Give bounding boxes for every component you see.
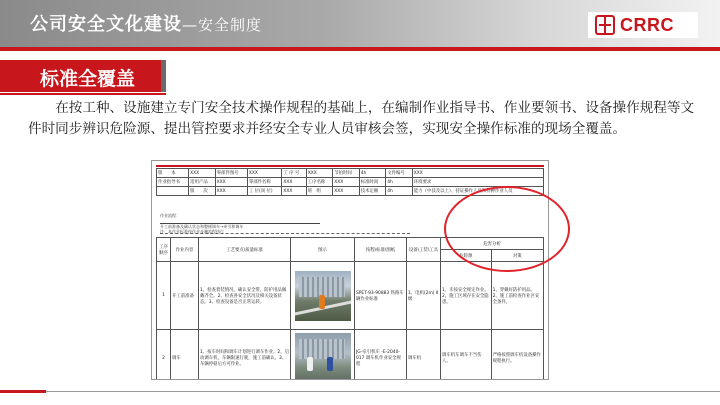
title-banner — [0, 0, 720, 47]
info-cell: 工 序 号 — [282, 169, 306, 178]
info-cell: 文件编号 — [386, 169, 413, 178]
step-standard: JG-牵引机车 -E-2040-017 调车机作业安全规程 — [355, 330, 407, 381]
info-cell: 4h — [386, 178, 413, 187]
col-header: 危险源 — [441, 250, 492, 262]
info-cell: 作业指导书 — [157, 178, 189, 187]
step-measure: 1、穿戴好防护用品。2、施工前检查作业区安全条件。 — [491, 262, 543, 330]
step-no: 2 — [157, 330, 171, 381]
step-points: 1、检查着装情况、确认安全带、防护用品佩戴齐全。2、检查各安全状况及相关设备状态。3、检查设备是否正常运转。 — [199, 262, 291, 330]
personnel-note: 能力（中技及以上）、持证操作人员和特种作业人员 — [412, 187, 543, 196]
table-row — [157, 330, 544, 381]
section-heading-underline — [0, 93, 166, 95]
info-cell: XXX — [282, 178, 306, 187]
crrc-mark-icon — [595, 15, 615, 35]
col-header: 图示 — [291, 238, 355, 262]
col-header: 作业内容 — [171, 238, 199, 262]
workshop-photo — [295, 271, 351, 321]
shunting-photo — [295, 333, 351, 380]
info-cell: 版 次 — [189, 187, 216, 196]
info-cell: XXX — [215, 178, 247, 187]
info-cell: 零部件图号 — [215, 169, 247, 178]
info-cell — [157, 187, 189, 196]
info-cell: XXX — [333, 178, 360, 187]
info-cell: 版 本 — [157, 169, 189, 178]
section-heading: 标准全覆盖 — [40, 68, 136, 90]
logo-text: CRRC — [620, 15, 674, 35]
step-hazard: 1、未按安全规定作业。2、施工区域存在安全隐患。 — [441, 262, 492, 330]
info-cell: 环境要求 — [412, 178, 543, 187]
banner-stripe — [0, 47, 720, 51]
col-header: 按程\标准\图纸 — [355, 238, 407, 262]
info-row — [157, 178, 544, 187]
col-header: 工艺要点\质量标准 — [199, 238, 291, 262]
info-cell: XXX — [412, 169, 543, 178]
footer-line — [46, 391, 720, 392]
step-measure: 严格按照调车机设备操作规程执行。 — [491, 330, 543, 381]
step-content: 开工前准备 — [171, 262, 199, 330]
info-cell: XXX — [333, 187, 360, 196]
step-photo — [291, 262, 355, 330]
step-standard: SPET-93-90883 铁路车辆作业标准 — [355, 262, 407, 330]
crrc-logo — [588, 12, 698, 38]
info-cell: 4h — [386, 187, 413, 196]
info-cell: 适用产品 — [189, 178, 216, 187]
flow-label: 作业流程： — [160, 213, 180, 218]
step-hazard: 调车机车调车不当伤人。 — [441, 330, 492, 381]
body-paragraph: 在按工种、设施建立专门安全技术操作规程的基础上，在编制作业指导书、作业要领书、设备操作规程等文件时同步辨识危险源、提出管控要求并经安全专业人员审核会签，实现安全操作标准的现场全覆盖。 — [28, 100, 695, 137]
info-cell: 零部件名称 — [247, 178, 282, 187]
slide-title — [30, 10, 262, 36]
info-cell: 工序名称 — [306, 178, 333, 187]
info-cell: XXX — [282, 187, 306, 196]
info-cell: XXX — [247, 169, 282, 178]
step-no: 1 — [157, 262, 171, 330]
flow-steps: 开工前准备及确认状态和整顿调车→牵引和调车 — [160, 224, 244, 229]
col-header: 对策 — [491, 250, 543, 262]
step-photo — [291, 330, 355, 381]
table-row — [157, 262, 544, 330]
section-heading-accent — [161, 60, 166, 92]
slide-title-sub: —安全制度 — [182, 16, 263, 34]
step-equipment: 1、电机(2m) II 级 — [407, 262, 441, 330]
step-content: 调车 — [171, 330, 199, 381]
info-cell: 班 组 — [306, 187, 333, 196]
info-row — [157, 169, 544, 178]
footer-accent — [0, 390, 46, 393]
info-cell: XXX — [306, 169, 333, 178]
info-cell: 技术定额 — [359, 187, 386, 196]
step-points: 1、按车时间和调车计划进行调车作业。2、启动调车机，车辆限速行驶，施工前确认。3、车辆停稳后方可作业。 — [199, 330, 291, 381]
info-cell: XXX — [189, 169, 216, 178]
risk-highlight-circle — [444, 186, 570, 272]
risk-analysis-header: 危害分析 — [441, 238, 544, 250]
info-cell: 节拍时间 — [333, 169, 360, 178]
info-cell: 4h — [359, 169, 386, 178]
info-cell: XXX — [215, 187, 247, 196]
col-header: 工序顺序 — [157, 238, 171, 262]
slide-title-main: 公司安全文化建设 — [30, 14, 182, 35]
step-equipment: 调车机 — [407, 330, 441, 381]
info-cell: 标准时间 — [359, 178, 386, 187]
col-header: 设备\工装\工具 — [407, 238, 441, 262]
section-heading-box — [0, 60, 161, 92]
flow-note: 注：本作业标准按作业步骤流程执行 — [160, 229, 224, 234]
info-cell: 工 位(岗 位) — [247, 187, 282, 196]
document-red-rule — [156, 165, 544, 167]
